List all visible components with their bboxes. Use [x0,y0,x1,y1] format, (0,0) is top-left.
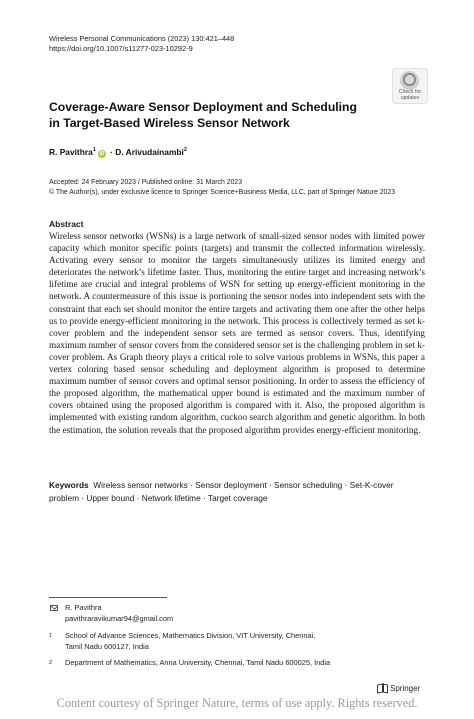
author-name[interactable]: R. Pavithra [49,147,93,157]
affiliation-2 [49,658,379,669]
author-name[interactable]: D. Arivudainambi [115,147,184,157]
publisher-name: Springer [390,684,421,693]
footnote-divider [49,597,167,598]
doi-link[interactable]: https://doi.org/10.1007/s11277-023-10292-9 [49,44,193,53]
corresponding-author [49,603,173,624]
affiliation-text: Department of Mathematics, Anna University, Chennai, Tamil Nadu 600025, India [65,658,331,667]
corresponding-name: R. Pavithra [65,603,102,612]
corresponding-email[interactable]: pavithraravikumar94@gmail.com [65,613,174,623]
abstract-body: Wireless sensor networks (WSNs) is a large network of small-sized sensor nodes with limited power capacity which monitor specific points (targets) and transmit the collected information wirelessly. Activating every sensor to monitor the targets simultaneously utilizes its limited energy and deteriorates the network’s lifetime faster. Thus, monitoring the entire target and increasing network’s lifetime are crucial and integral problems of WSN for setting up energy-efficient monitoring in the network. A countermeasure of this issue is portioning the sensor nodes into independent sets with the constraint that each set should monitor the entire targets and activating them one after the other helps us to provide energy-efficient monitoring in the network. This process is collectively termed as set k-cover problem and the independent sensor sets are termed as sensor covers. Thus, identifying maximum number of sensor covers from the considered sensor set is the challenging problem in set k-cover problem. As Graph theory plays a critical role to solve various problems in WSNs, this paper a vertex coloring based sensor scheduling and deployment algorithm is proposed to determine maximum number of sensor covers and optimal sensor positioning. In order to assess the efficiency of the proposed algorithm, the mathematical upper bound is estimated and the maximum number of covers obtained using the proposed algorithm is compared with it. Also, the proposed algorithm is implemented with existing random algorithm, cuckoo search algorithm and genetic algorithm. In both the estimation, the solution reveals that the proposed algorithm provides energy-efficient monitoring. [49,231,425,435]
title-line-2: in Target-Based Wireless Sensor Network [49,116,290,130]
article-dates: Accepted: 24 February 2023 / Published online: 31 March 2023 [49,179,243,186]
affiliation-number: 1 [49,633,53,639]
journal-citation: Wireless Personal Communications (2023) 130:421–448 [49,34,235,43]
publication-info [49,178,395,198]
check-updates-icon [400,71,419,90]
affiliation-number: 2 [49,660,53,666]
keywords-section [49,479,425,504]
courtesy-watermark: Content courtesy of Springer Nature, terms of use apply. Rights reserved. [56,696,418,710]
journal-header [49,34,234,54]
title-line-1: Coverage-Aware Sensor Deployment and Scheduling [49,100,357,114]
abstract-heading: Abstract [49,219,84,229]
author-list [49,147,187,158]
affiliation-text: School of Advance Sciences, Mathematics Division, VIT University, Chennai, [65,631,316,640]
springer-horse-icon [377,683,387,692]
article-title [49,99,379,131]
keywords-label: Keywords [49,480,89,490]
author-affiliation-ref: 2 [183,147,187,154]
publisher-logo [377,683,420,693]
envelope-icon [50,605,58,611]
author-separator: · [107,147,116,157]
copyright-notice: © The Author(s), under exclusive licence to Springer Science+Business Media, LLC, part of Springer Nature 2023 [49,189,396,196]
affiliation-1 [49,631,379,652]
author-affiliation-ref: 1 [92,147,96,154]
check-updates-label: Check for updates [398,89,422,101]
orcid-icon[interactable]: iD [99,151,105,157]
affiliation-text: Tamil Nadu 600127, India [65,641,149,651]
check-for-updates-badge[interactable] [392,68,428,104]
keywords-list: Wireless sensor networks · Sensor deployment · Sensor scheduling · Set-K-cover problem · Upper bound · Network lifetime · Target coverage [49,480,394,503]
